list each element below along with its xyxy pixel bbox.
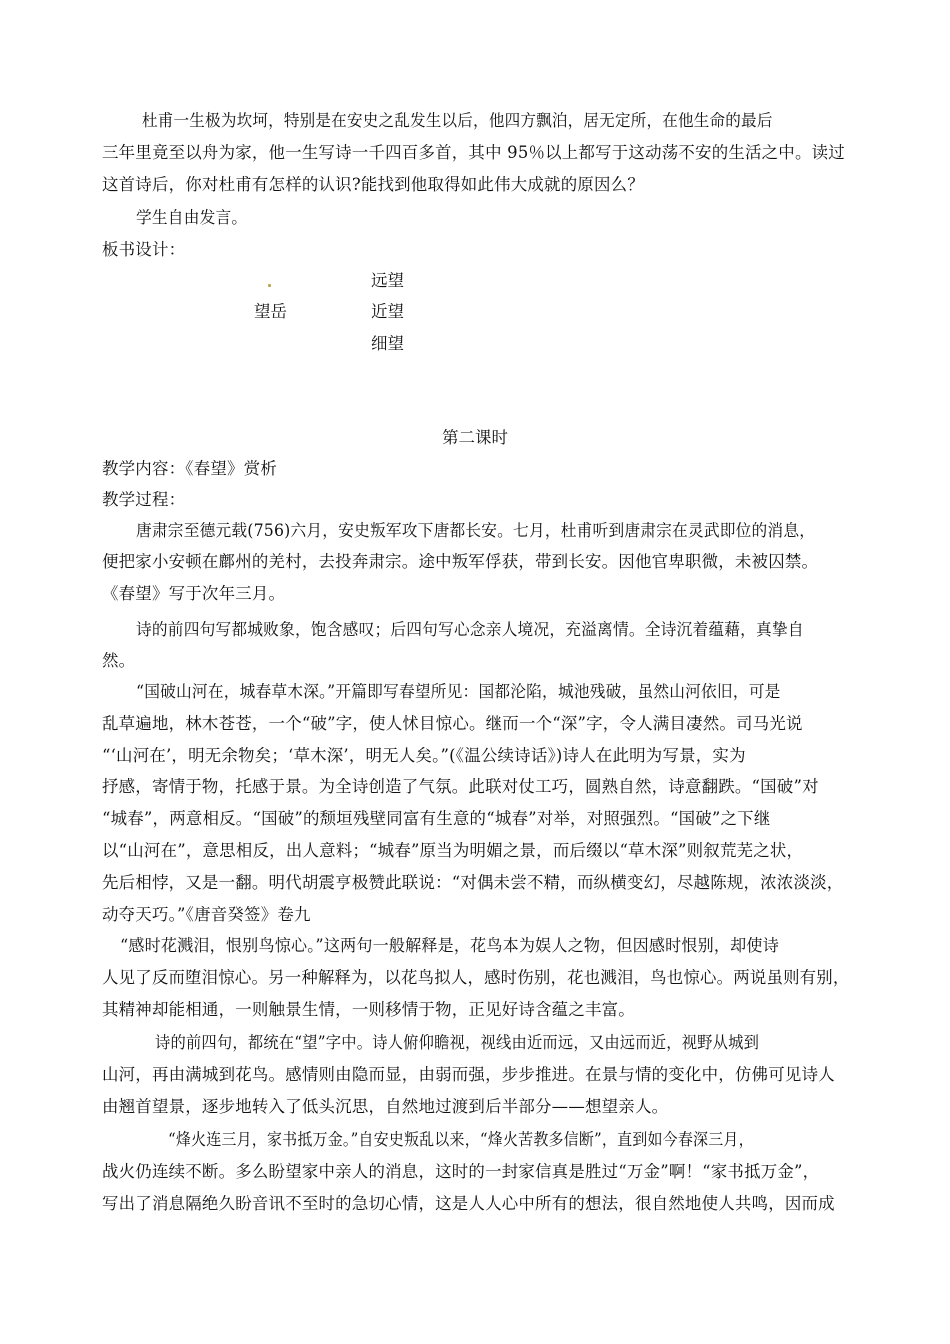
stray-dot bbox=[268, 284, 271, 287]
paragraph-line: 由翘首望景，逐步地转入了低头沉思，自然地过渡到后半部分——想望亲人。 bbox=[102, 1097, 669, 1116]
paragraph-line: 其精神却能相通，一则触景生情，一则移情于物，正见好诗含蕴之丰富。 bbox=[102, 1000, 635, 1019]
paragraph-line: 乱草遍地，林木苍苍，一个“破”字，使人怵目惊心。继而一个“深”字，令人满目凄然。司马光说 bbox=[102, 714, 803, 733]
paragraph-line: 这首诗后，你对杜甫有怎样的认识?能找到他取得如此伟大成就的原因么？ bbox=[102, 175, 644, 194]
paragraph-line: 《春望》写于次年三月。 bbox=[102, 584, 286, 603]
paragraph-line: 便把家小安顿在鄜州的羌村，去投奔肃宗。途中叛军俘获，带到长安。因他官卑职微，未被囚禁。 bbox=[102, 552, 819, 571]
paragraph-line: 动夺天巧。”《唐音癸签》卷九 bbox=[102, 905, 311, 924]
paragraph-line: 杜甫一生极为坎坷，特别是在安史之乱发生以后，他四方飘泊，居无定所，在他生命的最后 bbox=[142, 111, 773, 130]
teaching-content: 教学内容：《春望》赏析 bbox=[102, 459, 277, 478]
student-note: 学生自由发言。 bbox=[136, 208, 248, 227]
paragraph-line: “烽火连三月，家书抵万金。”自安史叛乱以来，“烽火苦教多信断”，直到如今春深三月， bbox=[168, 1130, 754, 1149]
paragraph-line: 以“山河在”，意思相反，出人意料；“城春”原当为明媚之景，而后缀以“草木深”则叙荒芜之状， bbox=[102, 841, 804, 860]
board-item: 远望 bbox=[371, 271, 404, 290]
section-title: 第二课时 bbox=[442, 428, 508, 447]
paragraph-line: 抒感，寄情于物，托感于景。为全诗创造了气氛。此联对仗工巧，圆熟自然，诗意翻跌。“国破”对 bbox=[102, 777, 819, 796]
board-main: 望岳 bbox=[254, 302, 287, 321]
paragraph-line: “感时花溅泪，恨别鸟惊心。”这两句一般解释是，花鸟本为娱人之物，但因感时恨别，却使诗 bbox=[120, 936, 779, 955]
paragraph-line: “国破山河在，城春草木深。”开篇即写春望所见：国都沦陷，城池残破，虽然山河依旧，可是 bbox=[136, 682, 781, 701]
paragraph-line: 三年里竟至以舟为家，他一生写诗一千四百多首，其中 95％以上都写于这动荡不安的生活之中。读过 bbox=[102, 143, 845, 162]
paragraph-line: 山河，再由满城到花鸟。感情则由隐而显，由弱而强，步步推进。在景与情的变化中，仿佛可见诗人 bbox=[102, 1065, 835, 1084]
paragraph-line: 战火仍连续不断。多么盼望家中亲人的消息，这时的一封家信真是胜过“万金”啊！“家书抵万金”， bbox=[102, 1162, 820, 1181]
paragraph-line: “城春”，两意相反。“国破”的颓垣残壁同富有生意的“城春”对举，对照强烈。“国破”之下继 bbox=[102, 809, 771, 828]
teaching-process: 教学过程： bbox=[102, 490, 186, 509]
paragraph-line: 先后相悖，又是一翻。明代胡震亨极赞此联说：“对偶未尝不精，而纵横变幻，尽越陈规，浓浓淡淡， bbox=[102, 873, 844, 892]
board-design-title: 板书设计： bbox=[102, 240, 186, 259]
board-item: 细望 bbox=[371, 334, 404, 353]
board-item: 近望 bbox=[371, 302, 404, 321]
paragraph-line: 然。 bbox=[102, 651, 136, 670]
paragraph-line: 人见了反而堕泪惊心。另一种解释为，以花鸟拟人，感时伤别，花也溅泪，鸟也惊心。两说虽则有别， bbox=[102, 968, 850, 987]
paragraph-line: 写出了消息隔绝久盼音讯不至时的急切心情，这是人人心中所有的想法，很自然地使人共鸣，因而成 bbox=[102, 1194, 835, 1213]
paragraph-line: 诗的前四句，都统在“望”字中。诗人俯仰瞻视，视线由近而远，又由远而近，视野从城到 bbox=[155, 1033, 760, 1052]
paragraph-line: 唐肃宗至德元载(756)六月，安史叛军攻下唐都长安。七月，杜甫听到唐肃宗在灵武即位的消息， bbox=[136, 521, 816, 540]
paragraph-line: “‘山河在’，明无余物矣；‘草木深’，明无人矣。”(《温公续诗话》)诗人在此明为写景，实为 bbox=[102, 746, 746, 765]
paragraph-line: 诗的前四句写都城败象，饱含感叹；后四句写心念亲人境况，充溢离情。全诗沉着蕴藉，真挚自 bbox=[136, 620, 804, 639]
